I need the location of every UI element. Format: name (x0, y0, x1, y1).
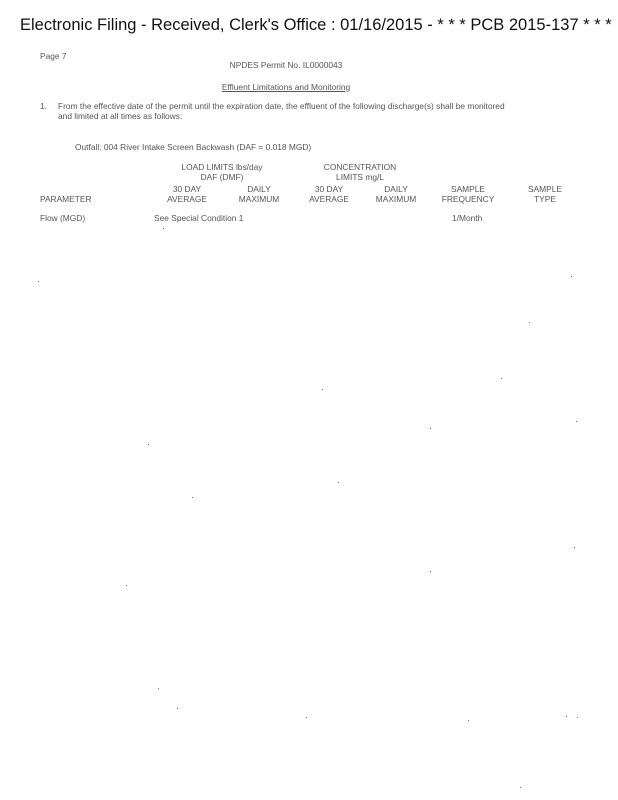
outfall-description: Outfall: 004 River Intake Screen Backwash (DAF = 0.018 MGD) (75, 142, 312, 152)
scan-speck (158, 688, 159, 689)
scan-speck (126, 585, 127, 586)
column-header-parameter: PARAMETER (40, 194, 92, 204)
scan-speck (163, 228, 164, 229)
scan-speck (322, 389, 323, 390)
permit-number: NPDES Permit No. IL0000043 (229, 60, 343, 70)
load-limits-header-line-1: LOAD LIMITS lbs/day (181, 162, 263, 172)
page-label: Page 7 (40, 51, 67, 61)
scan-speck (566, 716, 567, 717)
row-parameter: Flow (MGD) (40, 213, 86, 223)
scan-speck (177, 708, 178, 709)
item-text-line-1: From the effective date of the permit until the expiration date, the effluent of the following discharge(s) shall be monitored (58, 101, 505, 111)
item-text-line-2: and limited at all times as follows: (58, 111, 183, 121)
column-header-line-1: SAMPLE (528, 184, 562, 194)
column-header-line-2: FREQUENCY (441, 194, 495, 204)
scan-speck (468, 720, 469, 721)
scan-speck (430, 571, 431, 572)
scan-speck (501, 378, 502, 379)
section-title: Effluent Limitations and Monitoring (221, 82, 351, 92)
scan-speck (192, 497, 193, 498)
concentration-header-line-1: CONCENTRATION (323, 162, 397, 172)
column-header-line-1: DAILY (384, 184, 408, 194)
load-limits-header-line-2: DAF (DMF) (200, 172, 244, 182)
column-header-line-1: DAILY (247, 184, 271, 194)
scan-speck (338, 482, 339, 483)
column-header-line-1: 30 DAY (314, 184, 344, 194)
scan-speck (571, 276, 572, 277)
concentration-header-line-2: LIMITS mg/L (336, 172, 384, 182)
scan-speck (529, 322, 530, 323)
row-frequency: 1/Month (452, 213, 483, 223)
filing-stamp: Electronic Filing - Received, Clerk's Office : 01/16/2015 - * * * PCB 2015-137 * * * (20, 16, 612, 34)
row-limits: See Special Condition 1 (154, 213, 244, 223)
column-header-line-1: SAMPLE (451, 184, 485, 194)
scan-speck (148, 444, 149, 445)
scan-speck (574, 547, 575, 548)
scan-speck (577, 717, 578, 718)
scan-speck (38, 281, 39, 282)
scan-speck (306, 717, 307, 718)
item-number: 1. (40, 101, 47, 111)
column-header-line-2: TYPE (534, 194, 556, 204)
scan-speck (430, 428, 431, 429)
scan-speck (520, 787, 521, 788)
column-header-line-2: AVERAGE (309, 194, 349, 204)
scan-speck (576, 421, 577, 422)
column-header-line-2: MAXIMUM (375, 194, 417, 204)
column-header-line-2: AVERAGE (167, 194, 207, 204)
column-header-line-1: 30 DAY (172, 184, 202, 194)
column-header-line-2: MAXIMUM (238, 194, 280, 204)
